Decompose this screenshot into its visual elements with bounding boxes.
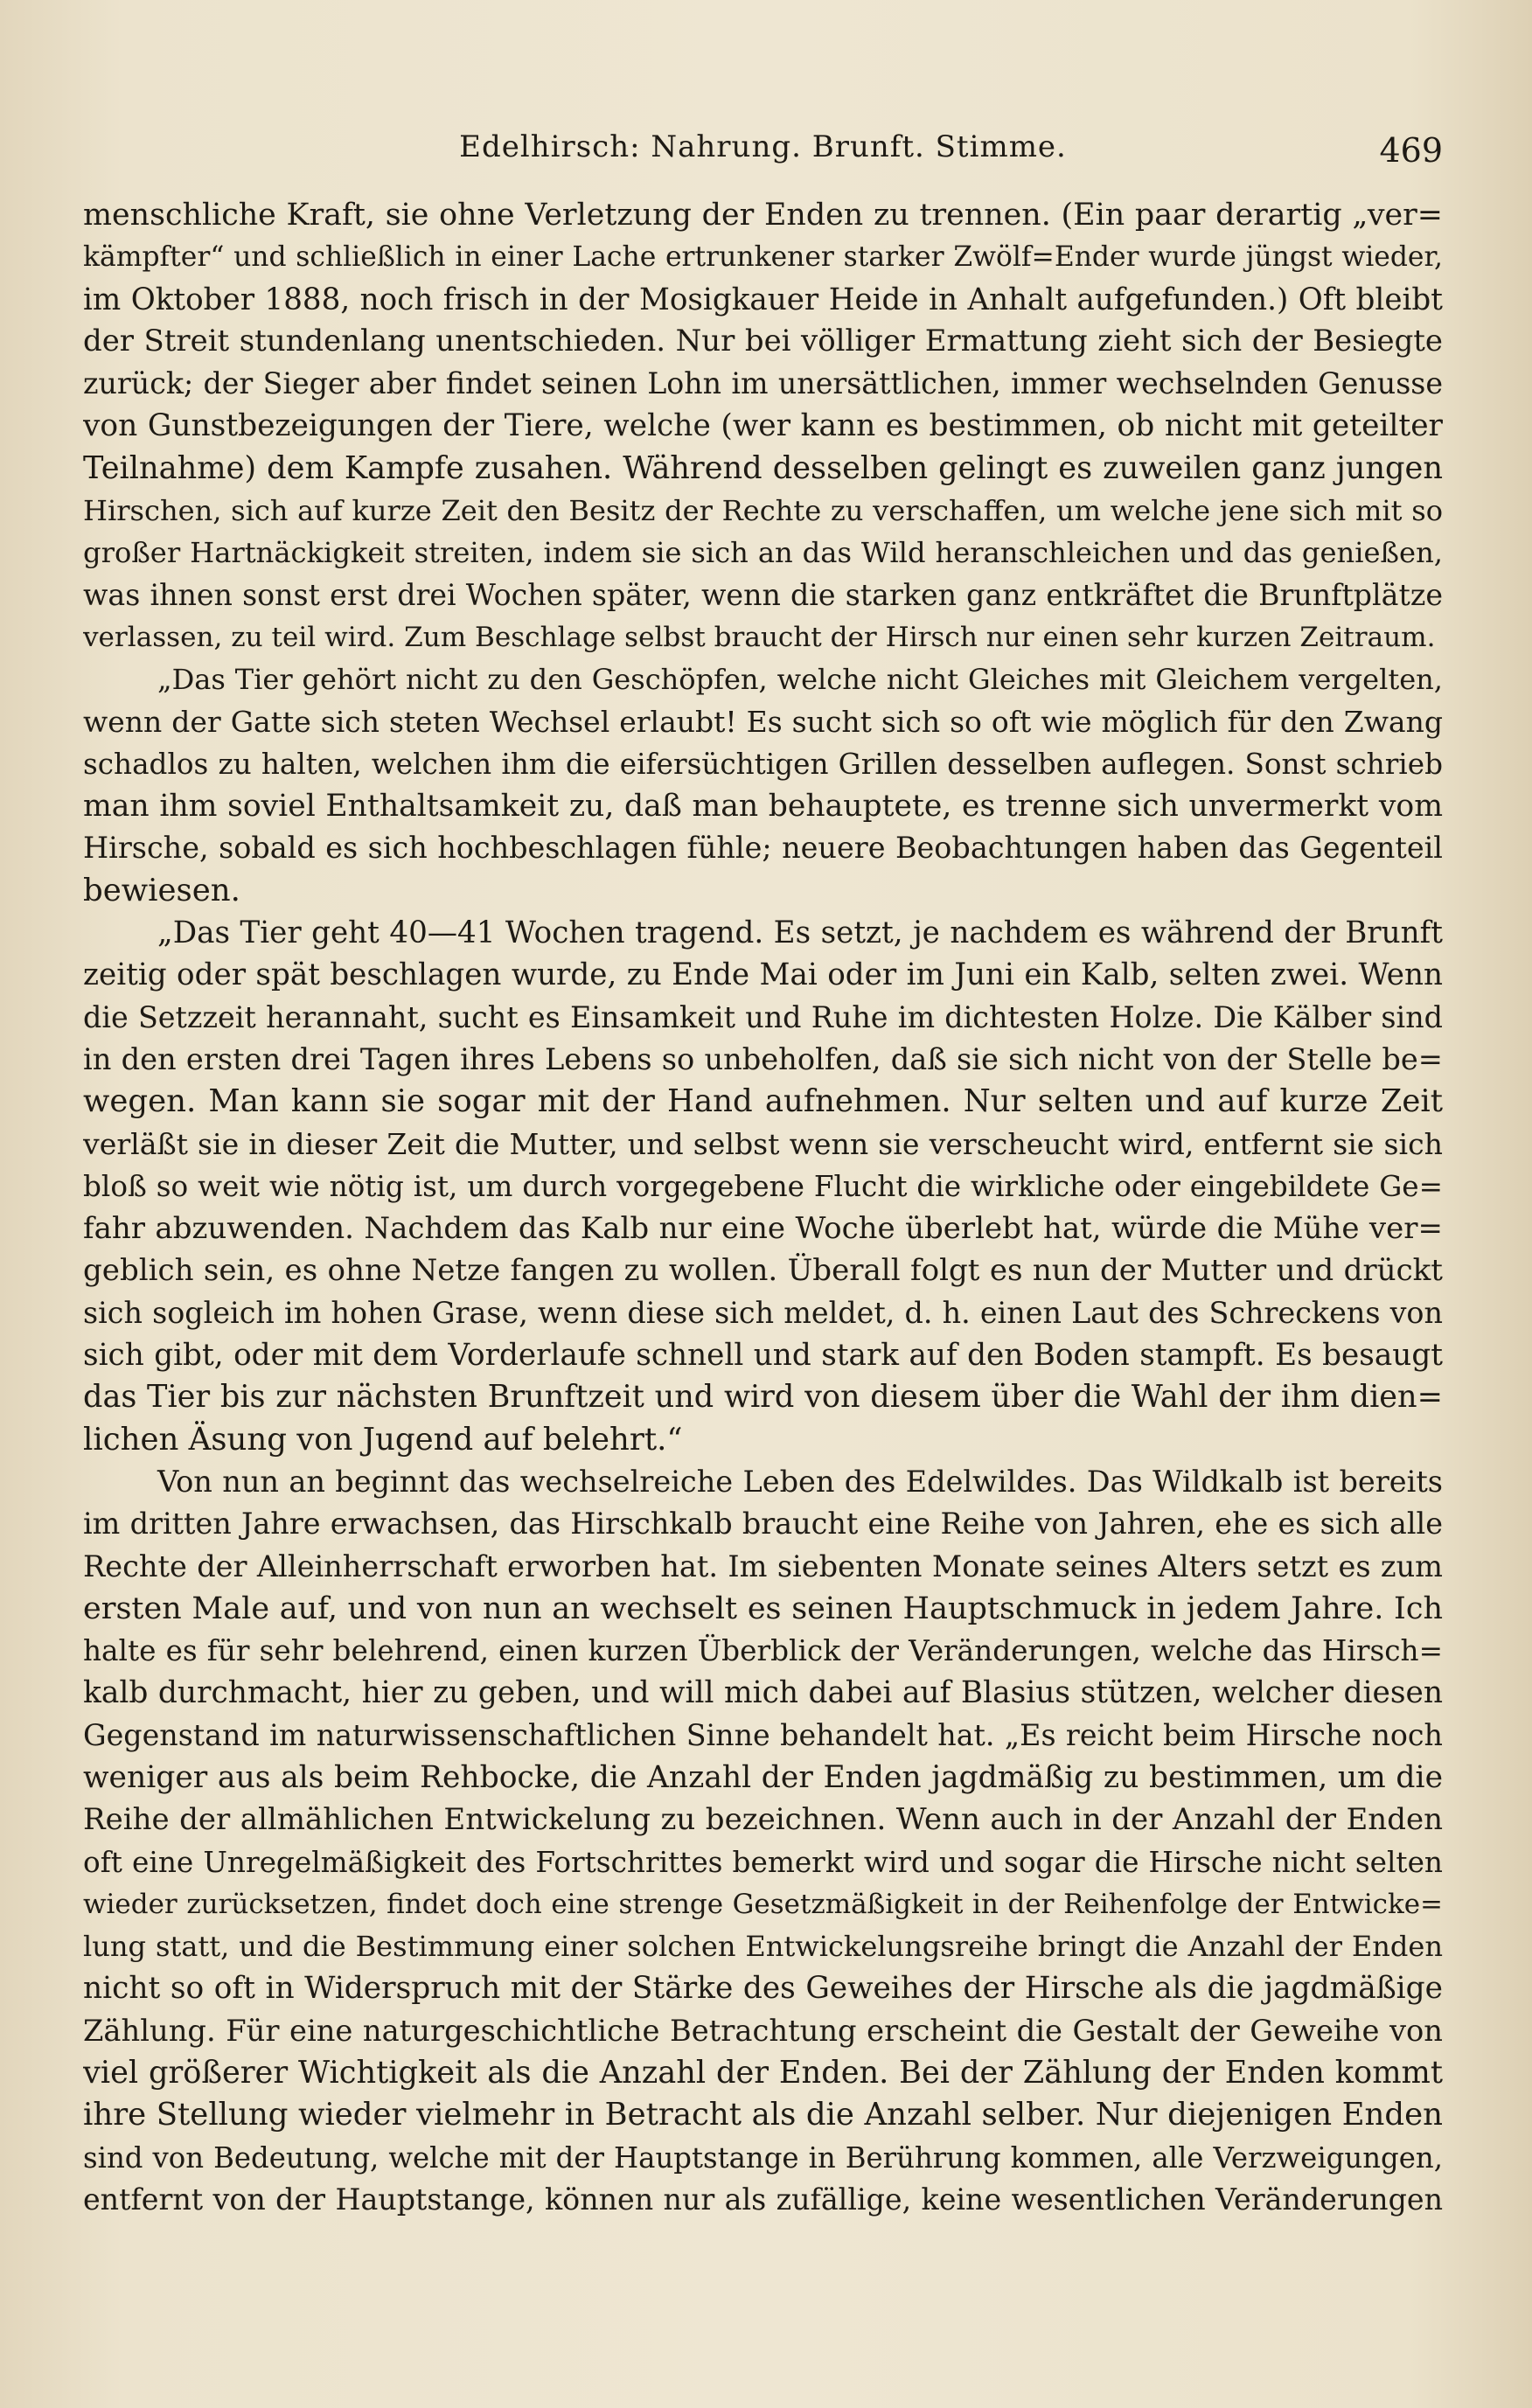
text-line: Hirsche, sobald es sich hochbeschlagen fühle; neuere Beobachtungen haben das Gegenteil: [83, 831, 1443, 866]
text-line: Von nun an beginnt das wechselreiche Leben des Edelwildes. Das Wildkalb ist bereits: [157, 1464, 1443, 1499]
text-line: Gegenstand im naturwissenschaftlichen Sinne behandelt hat. „Es reicht beim Hirsche noch: [83, 1717, 1443, 1752]
text-line: schadlos zu halten, welchen ihm die eifersüchtigen Grillen desselben auflegen. Sonst schrieb: [83, 747, 1443, 781]
text-line: viel größerer Wichtigkeit als die Anzahl der Enden. Bei der Zählung der Enden kommt: [83, 2055, 1443, 2091]
text-line: ihre Stellung wieder vielmehr in Betracht als die Anzahl selber. Nur diejenigen Enden: [83, 2097, 1443, 2133]
text-line: „Das Tier geht 40—41 Wochen tragend. Es setzt, je nachdem es während der Brunft: [157, 915, 1443, 951]
text-line: nicht so oft in Widerspruch mit der Stärke des Geweihes der Hirsche als die jagdmäßige: [83, 1971, 1443, 2007]
text-line: lichen Äsung von Jugend auf belehrt.“: [83, 1421, 683, 1458]
text-line: geblich sein, es ohne Netze fangen zu wollen. Überall folgt es nun der Mutter und drückt: [83, 1253, 1443, 1289]
text-line: was ihnen sonst erst drei Wochen später, wenn die starken ganz entkräftet die Brunftplätze: [83, 577, 1443, 612]
text-line: Teilnahme) dem Kampfe zusahen. Während desselben gelingt es zuweilen ganz jungen: [83, 449, 1443, 486]
text-line: fahr abzuwenden. Nachdem das Kalb nur eine Woche überlebt hat, würde die Mühe ver=: [83, 1211, 1443, 1247]
page-header: [83, 129, 1443, 173]
text-line: ersten Male auf, und von nun an wechselt es seinen Hauptschmuck in jedem Jahre. Ich: [83, 1590, 1443, 1626]
text-line: wieder zurücksetzen, findet doch eine strenge Gesetzmäßigkeit in der Reihenfolge der Entwicke=: [83, 1888, 1443, 1920]
text-line: kalb durchmacht, hier zu geben, und will mich dabei auf Blasius stützen, welcher diesen: [83, 1675, 1443, 1711]
text-line: kämpfter“ und schließlich in einer Lache ertrunkener starker Zwölf=Ender wurde jüngst wieder,: [83, 241, 1443, 274]
text-line: bewiesen.: [83, 872, 240, 908]
body-text: [83, 194, 1443, 2221]
text-line: zeitig oder spät beschlagen wurde, zu Ende Mai oder im Juni ein Kalb, selten zwei. Wenn: [83, 957, 1443, 993]
text-line: verlassen, zu teil wird. Zum Beschlage selbst braucht der Hirsch nur einen sehr kurzen Zeitraum.: [83, 621, 1436, 653]
text-line: von Gunstbezeigungen der Tiere, welche (wer kann es bestimmen, ob nicht mit geteilter: [83, 408, 1443, 444]
running-head: Edelhirsch: Nahrung. Brunft. Stimme.: [459, 129, 1067, 164]
text-line: in den ersten drei Tagen ihres Lebens so unbeholfen, daß sie sich nicht von der Stelle be=: [83, 1041, 1443, 1076]
text-line: menschliche Kraft, sie ohne Verletzung der Enden zu trennen. (Ein paar derartig „ver=: [83, 198, 1443, 233]
text-line: Hirschen, sich auf kurze Zeit den Besitz der Rechte zu verschaffen, um welche jene sich mit so: [83, 494, 1443, 528]
text-line: verläßt sie in dieser Zeit die Mutter, und selbst wenn sie verscheucht wird, entfernt sie sich: [83, 1126, 1443, 1161]
text-line: wegen. Man kann sie sogar mit der Hand aufnehmen. Nur selten und auf kurze Zeit: [83, 1083, 1443, 1120]
text-line: lung statt, und die Bestimmung einer solchen Entwickelungsreihe bringt die Anzahl der Enden: [83, 1930, 1443, 1964]
text-line: zurück; der Sieger aber findet seinen Lohn im unersättlichen, immer wechselnden Genusse: [83, 366, 1443, 401]
page-number: 469: [1379, 131, 1443, 170]
text-line: großer Hartnäckigkeit streiten, indem sie sich an das Wild heranschleichen und das genießen,: [83, 536, 1443, 570]
text-line: der Streit stundenlang unentschieden. Nur bei völliger Ermattung zieht sich der Besiegte: [83, 324, 1443, 358]
text-line: „Das Tier gehört nicht zu den Geschöpfen, welche nicht Gleiches mit Gleichem vergelten,: [157, 663, 1443, 697]
text-line: Zählung. Für eine naturgeschichtliche Betrachtung erscheint die Gestalt der Geweihe von: [83, 2013, 1443, 2048]
text-line: entfernt von der Hauptstange, können nur als zufällige, keine wesentlichen Veränderungen: [83, 2182, 1443, 2217]
text-line: sich gibt, oder mit dem Vorderlaufe schnell und stark auf den Boden stampft. Es besaugt: [83, 1338, 1443, 1374]
text-line: man ihm soviel Enthaltsamkeit zu, daß man behauptete, es trenne sich unvermerkt vom: [83, 789, 1443, 825]
text-line: Reihe der allmählichen Entwickelung zu bezeichnen. Wenn auch in der Anzahl der Enden: [83, 1802, 1443, 1838]
text-line: Rechte der Alleinherrschaft erworben hat. Im siebenten Monate seines Alters setzt es zum: [83, 1548, 1443, 1583]
text-line: sich sogleich im hohen Grase, wenn diese sich meldet, d. h. einen Laut des Schreckens von: [83, 1295, 1443, 1330]
text-line: wenn der Gatte sich steten Wechsel erlaubt! Es sucht sich so oft wie möglich für den Zwang: [83, 704, 1443, 739]
text-line: im dritten Jahre erwachsen, das Hirschkalb braucht eine Reihe von Jahren, ehe es sich alle: [83, 1507, 1443, 1542]
text-line: bloß so weit wie nötig ist, um durch vorgegebene Flucht die wirkliche oder eingebildete Ge=: [83, 1169, 1443, 1203]
text-line: weniger aus als beim Rehbocke, die Anzahl der Enden jagdmäßig zu bestimmen, um die: [83, 1759, 1443, 1795]
text-line: im Oktober 1888, noch frisch in der Mosigkauer Heide in Anhalt aufgefunden.) Oft bleibt: [83, 282, 1443, 317]
text-line: oft eine Unregelmäßigkeit des Fortschrittes bemerkt wird und sogar die Hirsche nicht selten: [83, 1845, 1443, 1879]
text-line: die Setzzeit herannaht, sucht es Einsamkeit und Ruhe im dichtesten Holze. Die Kälber sind: [83, 999, 1443, 1034]
text-line: das Tier bis zur nächsten Brunftzeit und wird von diesem über die Wahl der ihm dien=: [83, 1379, 1443, 1416]
text-line: halte es für sehr belehrend, einen kurzen Überblick der Veränderungen, welche das Hirsch=: [83, 1634, 1443, 1668]
text-line: sind von Bedeutung, welche mit der Hauptstange in Berührung kommen, alle Verzweigungen,: [83, 2140, 1443, 2175]
